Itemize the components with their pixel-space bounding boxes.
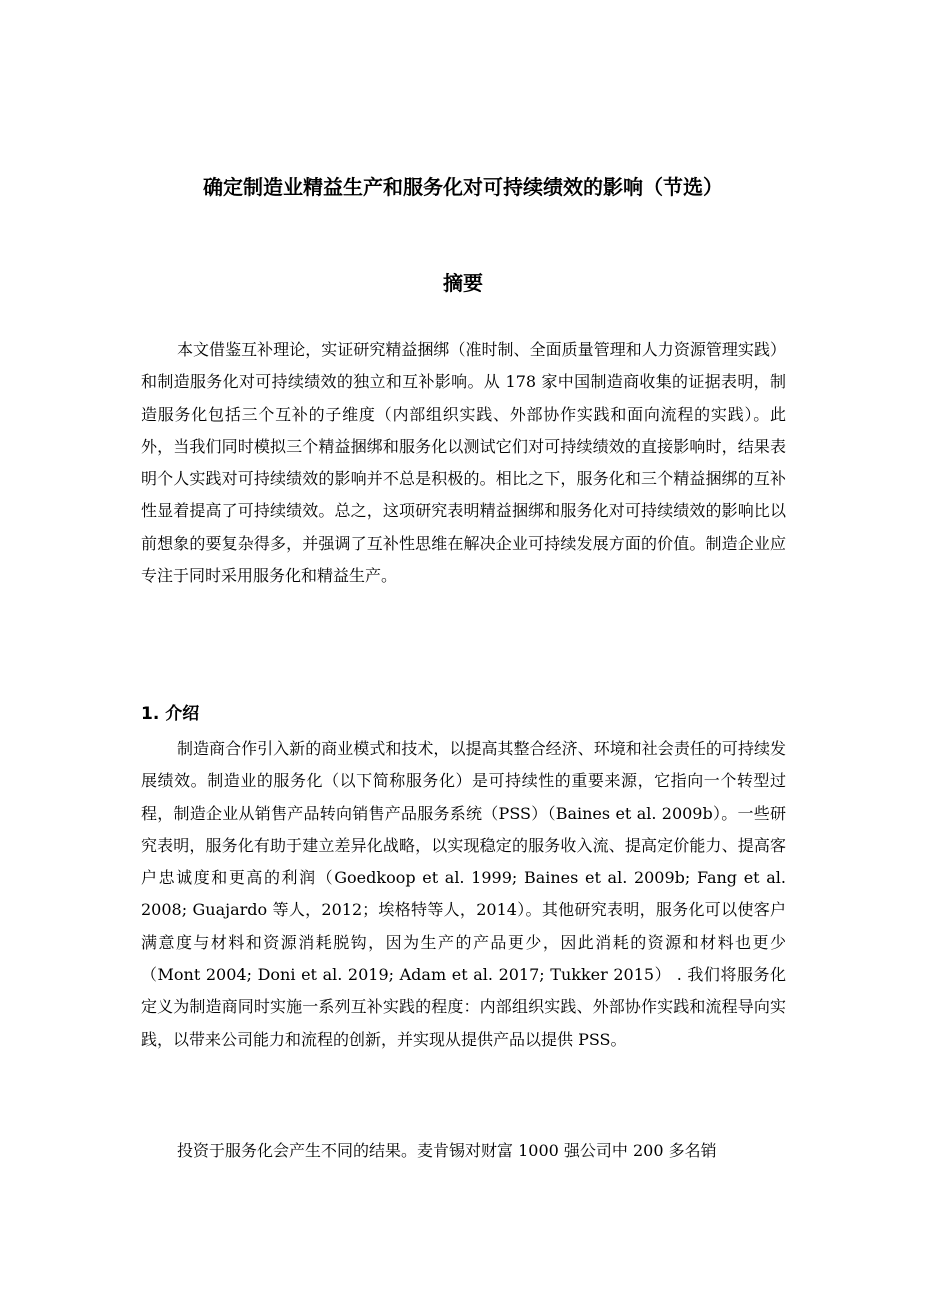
abstract-paragraph: 本文借鉴互补理论，实证研究精益捆绑（准时制、全面质量管理和人力资源管理实践）和制造服务化对可持续绩效的独立和互补影响。从 178 家中国制造商收集的证据表明，制造服务化包括三个互补的子维度（内部组织实践、外部协作实践和面向流程的实践）。此外，当我们同时模拟三个精益捆绑和服务化以测试它们对可持续绩效的直接影响时，结果表明个人实践对可持续绩效的影响并不总是积极的。相比之下，服务化和三个精益捆绑的互补性显着提高了可持续绩效。总之，这项研究表明精益捆绑和服务化对可持续绩效的影响比以前想象的要复杂得多，并强调了互补性思维在解决企业可持续发展方面的价值。制造企业应专注于同时采用服务化和精益生产。 xyxy=(141,340,786,586)
introduction-heading: 1. 介绍 xyxy=(141,704,200,724)
abstract-heading: 摘要 xyxy=(443,271,483,295)
document-title: 确定制造业精益生产和服务化对可持续绩效的影响（节选） xyxy=(203,175,723,199)
introduction-paragraph-2: 投资于服务化会产生不同的结果。麦肯锡对财富 1000 强公司中 200 多名销 xyxy=(177,1141,717,1160)
introduction-paragraph-1: 制造商合作引入新的商业模式和技术，以提高其整合经济、环境和社会责任的可持续发展绩效。制造业的服务化（以下简称服务化）是可持续性的重要来源，它指向一个转型过程，制造企业从销售产品转向销售产品服务系统（PSS）（Baines et al. 2009b）。一些研究表明，服务化有助于建立差异化战略，以实现稳定的服务收入流、提高定价能力、提高客户忠诚度和更高的利润（Goedkoop et al. 1999; Baines et al. 2009b; Fang et al. 2008; Guajardo 等人，2012；埃格特等人，2014）。其他研究表明，服务化可以使客户满意度与材料和资源消耗脱钩，因为生产的产品更少，因此消耗的资源和材料也更少（Mont 2004; Doni et al. 2019; Adam et al. 2017; Tukker 2015） . 我们将服务化定义为制造商同时实施一系列互补实践的程度：内部组织实践、外部协作实践和流程导向实践，以带来公司能力和流程的创新，并实现从提供产品以提供 PSS。 xyxy=(141,739,786,1049)
